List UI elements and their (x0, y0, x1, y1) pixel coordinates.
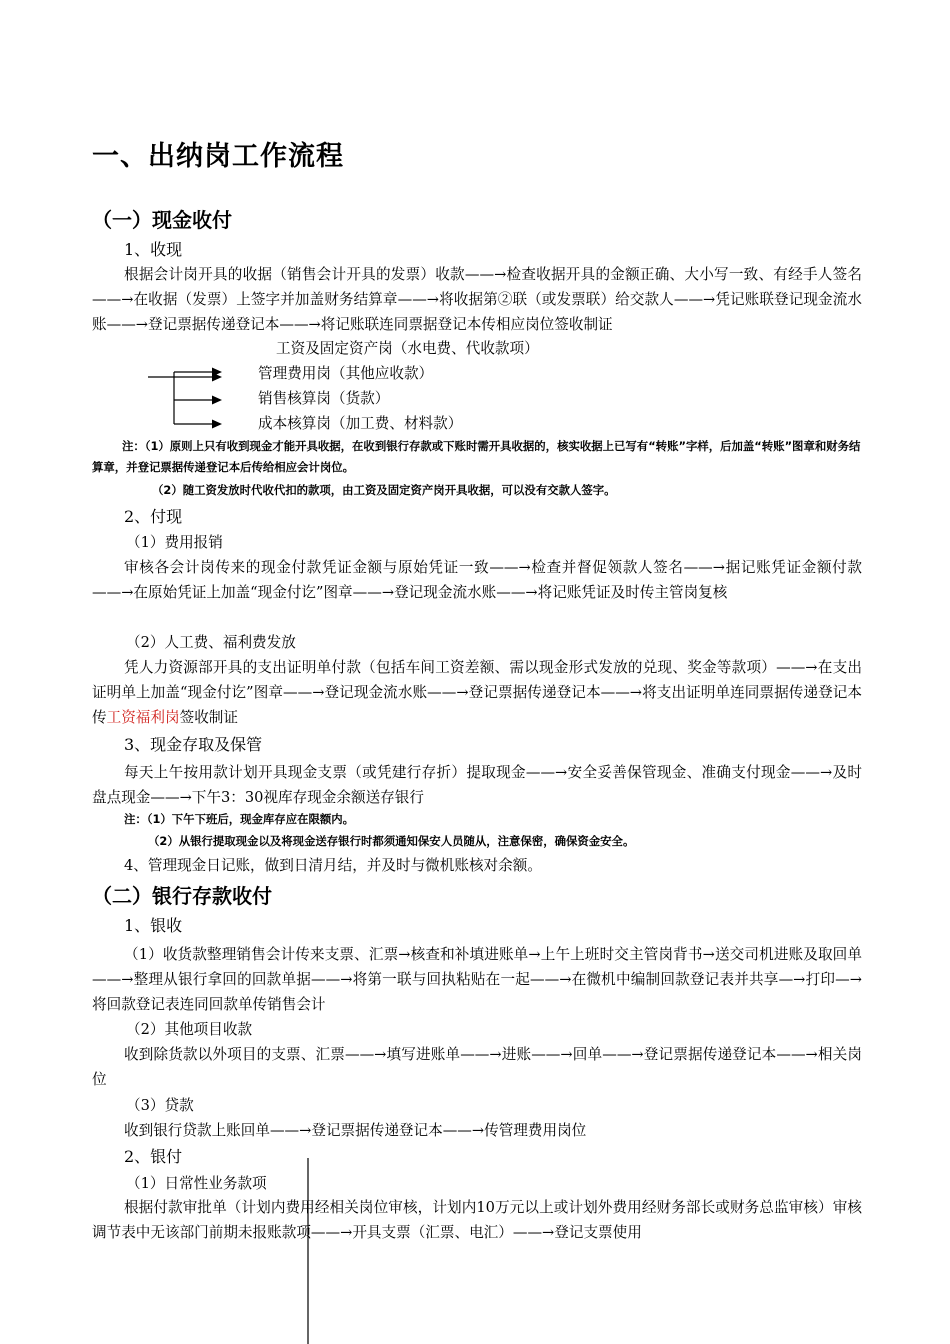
heading-shouxian: 1、收现 (124, 240, 183, 259)
subheading-routine: （1）日常性业务款项 (126, 1175, 267, 1192)
paragraph-shouxian: 根据会计岗开具的收据（销售会计开具的发票）收款——→检查收据开具的金额正确、大小写一致、有经手人签名——→在收据（发票）上签字并加盖财务结算章——→将收据第②联（或发票联）给交款人——→凭记账联登记现金流水账——→登记票据传递登记本——→将记账联连同票据登记本传相应岗位签收制证 (92, 266, 862, 333)
heading-cash-storage: 3、现金存取及保管 (124, 735, 263, 754)
highlight-text: 工资福利岗 (106, 709, 180, 726)
paragraph-other: 收到除货款以外项目的支票、汇票——→填写进账单——→进账——→回单——→登记票据传递登记本——→相关岗位 (92, 1046, 862, 1088)
note-2: （2）随工资发放时代收代扣的款项，由工资及固定资产岗开具收据，可以没有交款人签字。 (152, 483, 616, 497)
paragraph-routine: 根据付款审批单（计划内费用经相关岗位审核，计划内10万元以上或计划外费用经财务部长或财务总监审核）审核调节表中无该部门前期未报账款项——→开具支票（汇票、电汇）——→登记支票使用 (92, 1199, 862, 1241)
branch-item: 工资及固定资产岗（水电费、代收款项） (276, 340, 539, 357)
section-heading-cash: （一）现金收付 (92, 208, 232, 232)
paragraph-loan: 收到银行贷款上账回单——→登记票据传递登记本——→传管理费用岗位 (124, 1122, 587, 1139)
branch-item: 销售核算岗（货款） (258, 390, 390, 407)
subheading-other: （2）其他项目收款 (126, 1021, 253, 1038)
heading-fuxian: 2、付现 (124, 507, 183, 526)
note-3: 注：（1）下午下班后，现金库存应在限额内。 (124, 812, 355, 826)
section-heading-bank: （二）银行存款收付 (92, 884, 272, 908)
paragraph-bank-receipt: （1）收货款整理销售会计传来支票、汇票→核查和补填进账单→上午上班时交主管岗背书→送交司机进账及取回单——→整理从银行拿回的回款单据——→将第一联与回执粘贴在一起——→在微机中编制回款登记表并共享—→打印—→将回款登记表连同回款单传销售会计 (92, 946, 862, 1013)
paragraph-expense: 审核各会计岗传来的现金付款凭证金额与原始凭证一致——→检查并督促领款人签名——→据记账凭证金额付款——→在原始凭证上加盖“现金付讫”图章——→登记现金流水账——→将记账凭证及时传主管岗复核 (92, 559, 862, 601)
paragraph-cash-storage: 每天上午按用款计划开具现金支票（或凭建行存折）提取现金——→安全妥善保管现金、准确支付现金——→及时盘点现金——→下午3：30视库存现金余额送存银行 (92, 764, 862, 806)
branch-item: 成本核算岗（加工费、材料款） (258, 415, 463, 432)
branch-item: 管理费用岗（其他应收款） (258, 365, 434, 382)
note-4: （2）从银行提取现金以及将现金送存银行时都须通知保安人员随从，注意保密，确保资金安全。 (148, 834, 635, 848)
heading-bank-payment: 2、银付 (124, 1147, 183, 1166)
item-journal: 4、管理现金日记账，做到日清月结，并及时与微机账核对余额。 (124, 857, 542, 874)
subheading-expense: （1）费用报销 (126, 534, 223, 551)
note-1: 注：（1）原则上只有收到现金才能开具收据，在收到银行存款或下账时需开具收据的，核实收据上已写有“转账”字样，后加盖“转账”图章和财务结算章，并登记票据传递登记本后传给相应会计岗位。 (92, 439, 861, 474)
subheading-loan: （3）贷款 (126, 1097, 194, 1114)
subheading-payroll: （2）人工费、福利费发放 (126, 634, 296, 651)
heading-bank-receipt: 1、银收 (124, 916, 183, 935)
paragraph-payroll: 凭人力资源部开具的支出证明单付款（包括车间工资差额、需以现金形式发放的兑现、奖金等款项）——→在支出证明单上加盖“现金付讫”图章——→登记现金流水账——→登记票据传递登记本——→将支出证明单连同票据传递登记本传工资福利岗签收制证 (92, 659, 862, 726)
page-title: 一、出纳岗工作流程 (92, 141, 344, 172)
